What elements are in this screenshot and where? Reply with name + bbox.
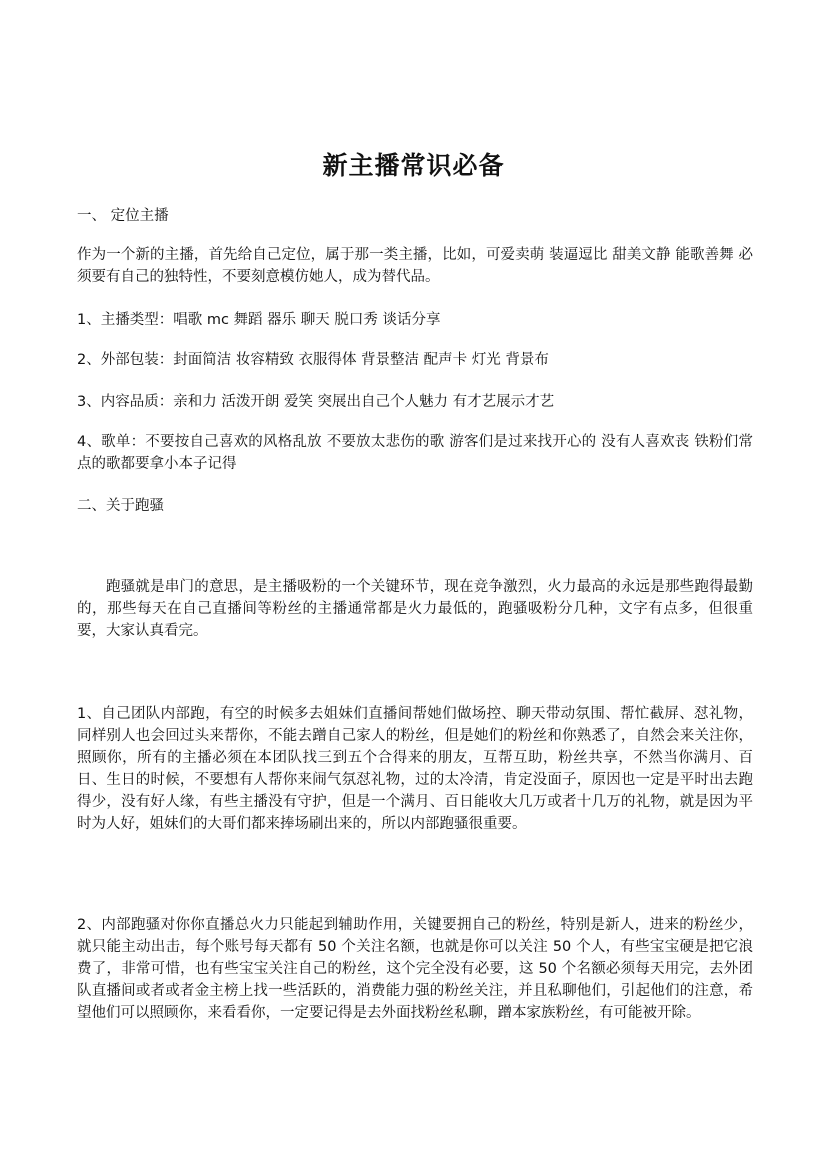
section-heading-positioning: 一、 定位主播	[77, 208, 169, 224]
list-item-external-packaging: 2、外部包装：封面简洁 妆容精致 衣服得体 背景整洁 配声卡 灯光 背景布	[77, 352, 549, 368]
section-heading-visiting: 二、关于跑骚	[77, 498, 164, 514]
list-item-song-list: 4、歌单：不要按自己喜欢的风格乱放 不要放太悲伤的歌 游客们是过来找开心的 没有人喜欢丧 铁粉们常点的歌都要拿小本子记得	[77, 434, 753, 472]
paragraph-internal-team-visiting: 1、自己团队内部跑，有空的时候多去姐妹们直播间帮她们做场控、聊天带动氛围、帮忙截屏、怼礼物，同样别人也会回过头来帮你，不能去蹭自己家人的粉丝，但是她们的粉丝和你熟悉了，自然会来关注你，照顾你，所有的主播必须在本团队找三到五个合得来的朋友，互帮互助，粉丝共享，不然当你满月、百日、生日的时候，不要想有人帮你来闹气氛怼礼物，过的太冷清，肯定没面子，原因也一定是平时出去跑得少，没有好人缘，有些主播没有守护，但是一个满月、百日能收大几万或者十几万的礼物，就是因为平时为人好，姐妹们的大哥们都来捧场刷出来的，所以内部跑骚很重要。	[77, 706, 753, 832]
section1-intro-paragraph: 作为一个新的主播，首先给自己定位，属于那一类主播，比如，可爱卖萌 装逼逗比 甜美文静 能歌善舞 必须要有自己的独特性，不要刻意模仿她人，成为替代品。	[77, 247, 753, 285]
list-item-anchor-types: 1、主播类型：唱歌 mc 舞蹈 器乐 聊天 脱口秀 谈话分享	[77, 312, 441, 328]
section2-intro-paragraph: 跑骚就是串门的意思，是主播吸粉的一个关键环节，现在竞争激烈，火力最高的永远是那些跑得最勤的，那些每天在自己直播间等粉丝的主播通常都是火力最低的，跑骚吸粉分几种，文字有点多，但很重要，大家认真看完。	[77, 579, 753, 639]
list-item-content-quality: 3、内容品质：亲和力 活泼开朗 爱笑 突展出自己个人魅力 有才艺展示才艺	[77, 394, 555, 410]
page-title: 新主播常识必备	[322, 151, 505, 180]
paragraph-gaining-own-fans: 2、内部跑骚对你你直播总火力只能起到辅助作用，关键要拥自己的粉丝，特别是新人，进来的粉丝少，就只能主动出击，每个账号每天都有 50 个关注名额，也就是你可以关注 50 个人，有些宝宝硬是把它浪费了，非常可惜，也有些宝宝关注自己的粉丝，这个完全没有必要，这 50 个名额必须每天用完，去外团队直播间或者或者金主榜上找一些活跃的，消费能力强的粉丝关注，并且私聊他们，引起他们的注意，希望他们可以照顾你，来看看你，一定要记得是去外面找粉丝私聊，蹭本家族粉丝，有可能被开除。	[77, 917, 753, 1021]
